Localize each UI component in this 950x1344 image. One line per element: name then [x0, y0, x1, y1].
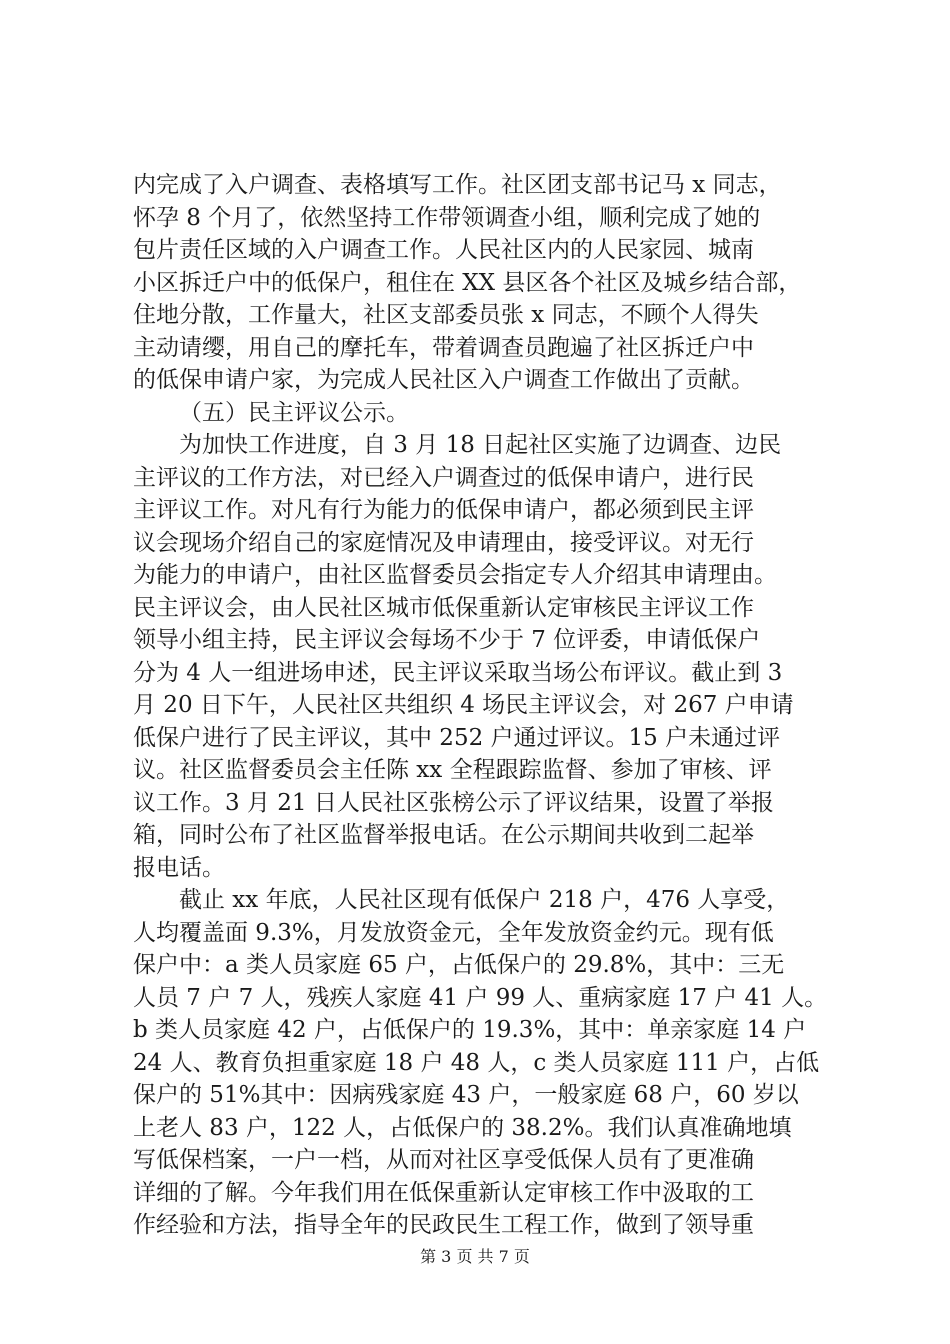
text-line: 作经验和方法，指导全年的民政民生工程工作，做到了领导重	[133, 1212, 754, 1238]
page-number-footer: 第 3 页 共 7 页	[420, 1247, 530, 1266]
paragraph-start-line: 截止 xx 年底，人民社区现有低保户 218 户，476 人享受，	[179, 887, 790, 913]
text-line: 怀孕 8 个月了，依然坚持工作带领调查小组，顺利完成了她的	[133, 204, 761, 231]
text-line: 小区拆迁户中的低保户，租住在 XX 县区各个社区及城乡结合部，	[133, 269, 802, 296]
document-body	[133, 169, 833, 1242]
text-line: 箱，同时公布了社区监督举报电话。在公示期间共收到二起举	[133, 822, 754, 848]
text-line: 主评议的工作方法，对已经入户调查过的低保申请户，进行民	[133, 464, 754, 491]
text-line: 低保户进行了民主评议，其中 252 户通过评议。15 户未通过评	[133, 724, 781, 751]
text-line: 上老人 83 户，122 人，占低保户的 38.2%。我们认真准确地填	[133, 1114, 792, 1141]
text-line: 月 20 日下午，人民社区共组织 4 场民主评议会，对 267 户申请	[133, 692, 794, 718]
text-line: 保户的 51%其中：因病残家庭 43 户，一般家庭 68 户，60 岁以	[133, 1082, 799, 1108]
section-heading: （五）民主评议公示。	[179, 399, 409, 426]
text-line: 包片责任区域的入户调查工作。人民社区内的人民家园、城南	[133, 237, 754, 263]
text-line: 写低保档案，一户一档，从而对社区享受低保人员有了更准确	[133, 1147, 754, 1173]
text-line: 住地分散，工作量大，社区支部委员张 x 同志，不顾个人得失	[133, 302, 759, 328]
text-line: 内完成了入户调查、表格填写工作。社区团支部书记马 x 同志，	[133, 172, 782, 198]
paragraph-start-line: 为加快工作进度，自 3 月 18 日起社区实施了边调查、边民	[179, 432, 782, 458]
text-line: 主评议工作。对凡有行为能力的低保申请户，都必须到民主评	[133, 497, 754, 523]
text-line: 人均覆盖面 9.3%，月发放资金元，全年发放资金约元。现有低	[133, 919, 774, 946]
text-line: b 类人员家庭 42 户，占低保户的 19.3%，其中：单亲家庭 14 户	[133, 1017, 807, 1043]
text-line: 议会现场介绍自己的家庭情况及申请理由，接受评议。对无行	[133, 529, 754, 556]
text-line: 议工作。3 月 21 日人民社区张榜公示了评议结果，设置了举报	[133, 789, 774, 816]
text-line: 详细的了解。今年我们用在低保重新认定审核工作中汲取的工	[133, 1179, 754, 1206]
text-line: 人员 7 户 7 人，残疾人家庭 41 户 99 人、重病家庭 17 户 41 人。	[133, 984, 828, 1011]
text-line: 民主评议会，由人民社区城市低保重新认定审核民主评议工作	[133, 594, 754, 621]
text-line: 的低保申请户家，为完成人民社区入户调查工作做出了贡献。	[133, 367, 754, 393]
text-line: 为能力的申请户，由社区监督委员会指定专人介绍其申请理由。	[133, 562, 777, 588]
text-line: 分为 4 人一组进场申述，民主评议采取当场公布评议。截止到 3	[133, 659, 783, 686]
text-line: 领导小组主持，民主评议会每场不少于 7 位评委，申请低保户	[133, 627, 761, 653]
text-line: 24 人、教育负担重家庭 18 户 48 人，c 类人员家庭 111 户，占低	[133, 1049, 820, 1076]
text-line: 保户中：a 类人员家庭 65 户，占低保户的 29.8%，其中：三无	[133, 952, 785, 978]
text-line: 议。社区监督委员会主任陈 xx 全程跟踪监督、参加了审核、评	[133, 757, 772, 783]
text-line: 报电话。	[133, 854, 225, 881]
text-line: 主动请缨，用自己的摩托车，带着调查员跑遍了社区拆迁户中	[133, 334, 754, 361]
